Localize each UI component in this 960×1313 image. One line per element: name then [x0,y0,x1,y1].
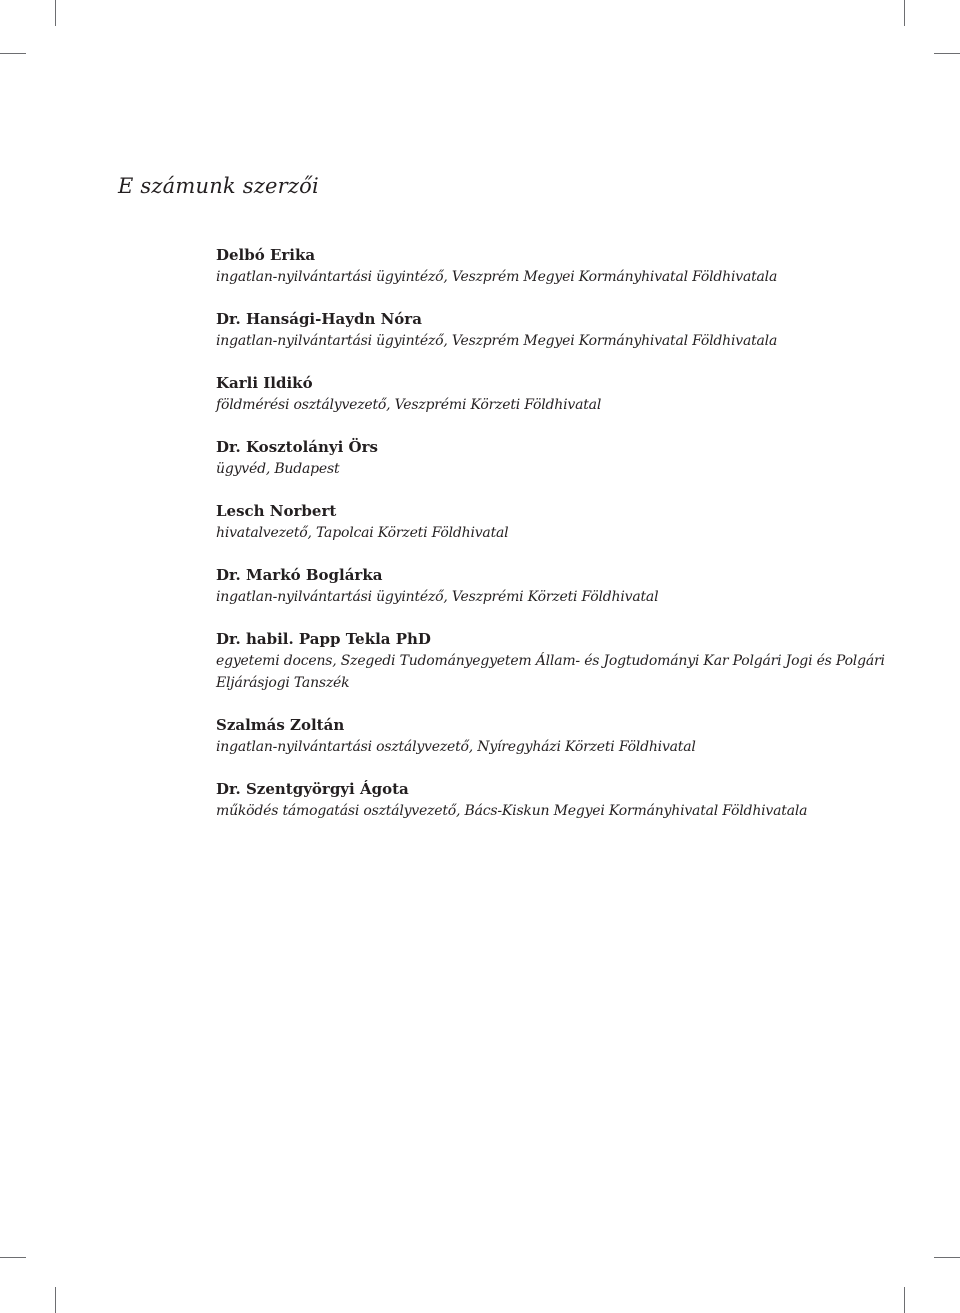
author-name: Dr. Hansági-Haydn Nóra [216,310,422,328]
author-name: Delbó Erika [216,246,316,264]
crop-mark-bottom-right-vertical [904,1287,905,1313]
author-entry [216,564,906,608]
author-name: Karli Ildikó [216,374,313,392]
crop-mark-top-left-vertical [55,0,56,26]
author-role: ingatlan-nyilvántartási ügyintéző, Veszprém Megyei Kormányhivatal Földhivatala [216,269,778,285]
author-name: Dr. Markó Boglárka [216,566,383,584]
crop-mark-bottom-right-horizontal [934,1257,960,1258]
author-list [216,244,906,842]
author-entry [216,500,906,544]
author-name: Lesch Norbert [216,502,337,520]
crop-mark-top-right-horizontal [934,53,960,54]
author-entry [216,778,906,822]
crop-mark-top-right-vertical [904,0,905,26]
author-entry [216,714,906,758]
author-role: ingatlan-nyilvántartási ügyintéző, Veszprémi Körzeti Földhivatal [216,589,659,605]
author-name: Dr. Szentgyörgyi Ágota [216,780,409,798]
author-name: Dr. Kosztolányi Örs [216,438,378,456]
author-entry [216,436,906,480]
crop-mark-bottom-left-horizontal [0,1257,26,1258]
author-role: ingatlan-nyilvántartási osztályvezető, Nyíregyházi Körzeti Földhivatal [216,739,696,755]
author-role: hivatalvezető, Tapolcai Körzeti Földhivatal [216,525,509,541]
author-role: ügyvéd, Budapest [216,461,340,477]
page-title: E számunk szerzői [118,174,319,198]
crop-mark-bottom-left-vertical [55,1287,56,1313]
author-role: egyetemi docens, Szegedi Tudományegyetem Állam- és Jogtudományi Kar Polgári Jogi és Polgári Eljárásjogi Tanszék [216,653,885,691]
author-name: Dr. habil. Papp Tekla PhD [216,630,431,648]
crop-mark-top-left-horizontal [0,53,26,54]
author-role: ingatlan-nyilvántartási ügyintéző, Veszprém Megyei Kormányhivatal Földhivatala [216,333,778,349]
author-entry [216,372,906,416]
author-role: működés támogatási osztályvezető, Bács-Kiskun Megyei Kormányhivatal Földhivatala [216,803,808,819]
author-entry [216,308,906,352]
author-entry [216,244,906,288]
author-name: Szalmás Zoltán [216,716,345,734]
author-entry [216,628,906,694]
author-role: földmérési osztályvezető, Veszprémi Körzeti Földhivatal [216,397,602,413]
